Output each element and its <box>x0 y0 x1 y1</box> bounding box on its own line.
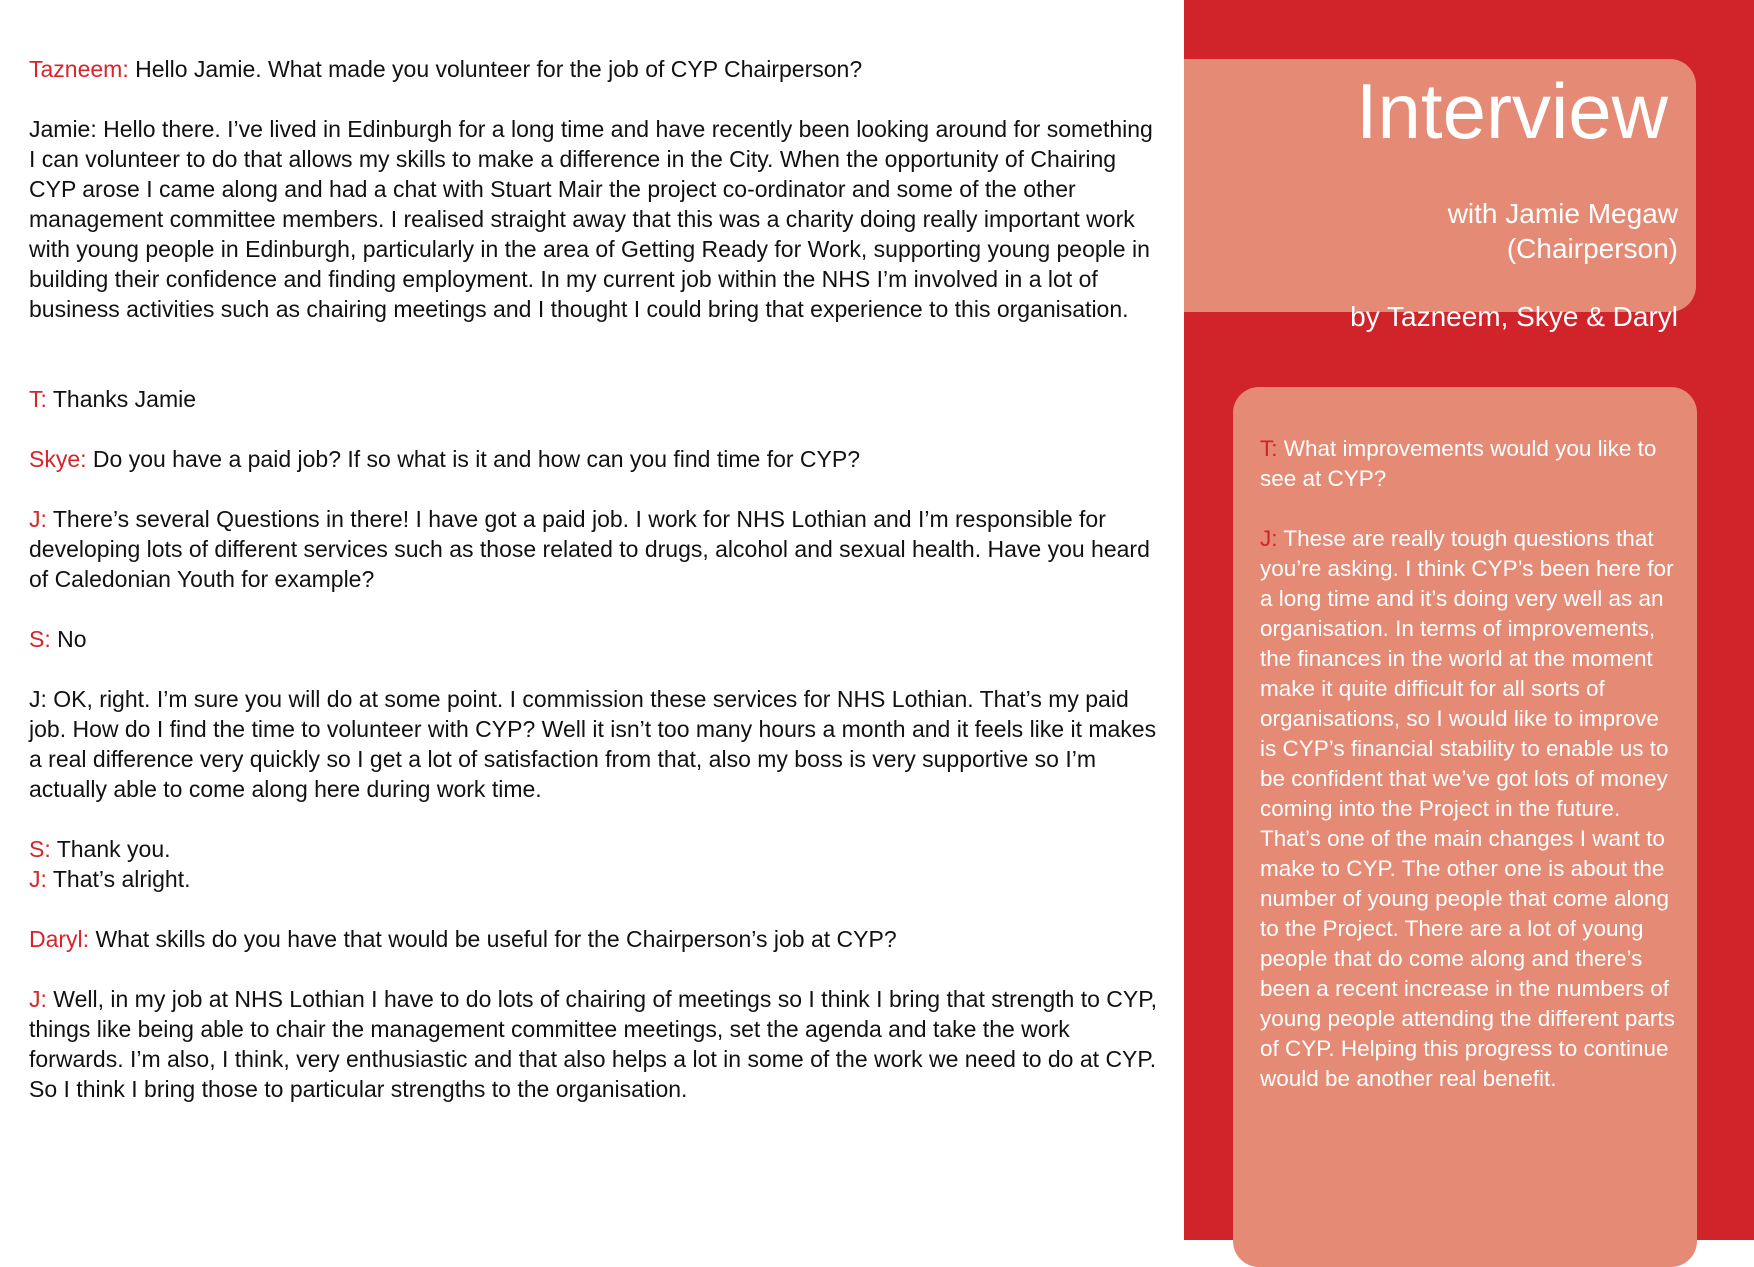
interview-paragraph <box>29 924 1164 954</box>
paragraph-text: There’s several Questions in there! I have got a paid job. I work for NHS Lothian and I’m responsible for developing lots of different services such as those related to drugs, alcohol and sexual health. Have you heard of Caledonian Youth for example? <box>29 506 1150 592</box>
interview-paragraph <box>29 114 1164 324</box>
sidebar-panel <box>1184 0 1754 1240</box>
paragraph-text: What skills do you have that would be useful for the Chairperson’s job at CYP? <box>89 926 897 952</box>
interview-paragraph <box>29 864 1164 894</box>
interview-paragraph <box>29 54 1164 84</box>
paragraph-text: What improvements would you like to see at CYP? <box>1260 436 1657 491</box>
speaker-label: S: <box>29 836 51 862</box>
interview-paragraph <box>29 444 1164 474</box>
interview-paragraph <box>29 624 1164 654</box>
byline: by Tazneem, Skye & Daryl <box>1350 301 1678 332</box>
paragraph-text: No <box>50 626 87 652</box>
speaker-label: Skye: <box>29 446 87 472</box>
interview-paragraph <box>29 984 1164 1104</box>
speaker-label: T: <box>29 386 47 412</box>
speaker-label: Tazneem: <box>29 56 129 82</box>
paragraph-text: Jamie: Hello there. I’ve lived in Edinburgh for a long time and have recently been looking around for something I can volunteer to do that allows my skills to make a difference in the City. When the opportunity of Chairing CYP arose I came along and had a chat with Stuart Mair the project co-ordinator and some of the other management committee members. I realised straight away that this was a charity doing really important work with young people in Edinburgh, particularly in the area of Getting Ready for Work, supporting young people in building their confidence and finding employment. In my current job within the NHS I’m involved in a lot of business activities such as chairing meetings and I thought I could bring that experience to this organisation. <box>29 116 1153 322</box>
sidebar-answer <box>1260 524 1680 1094</box>
interview-paragraph <box>29 684 1164 804</box>
paragraph-text: J: OK, right. I’m sure you will do at some point. I commission these services for NHS Lothian. That’s my paid job. How do I find the time to volunteer with CYP? Well it isn’t too many hours a month and it feels like it makes a real difference very quickly so I get a lot of satisfaction from that, also my boss is very supportive so I’m actually able to come along here during work time. <box>29 686 1157 802</box>
paragraph-text: These are really tough questions that you’re asking. I think CYP’s been here for a long time and it’s doing very well as an organisation. In terms of improvements, the finances in the world at the moment make it quite difficult for all sorts of organisations, so I would like to improve is CYP’s financial stability to enable us to be confident that we’ve got lots of money coming into the Project in the future. That’s one of the main changes I want to make to CYP. The other one is about the number of young people that come along to the Project. There are a lot of young people that do come along and there’s been a recent increase in the numbers of young people attending the different parts of CYP. Helping this progress to continue would be another real benefit. <box>1260 526 1675 1091</box>
sidebar-box <box>1233 387 1697 1267</box>
sidebar-question <box>1260 434 1680 494</box>
paragraph-text: Hello Jamie. What made you volunteer for the job of CYP Chairperson? <box>128 56 863 82</box>
title-box <box>1184 59 1696 332</box>
paragraph-text: Thank you. <box>50 836 171 862</box>
interview-paragraph <box>29 504 1164 594</box>
interview-paragraph <box>29 384 1164 414</box>
paragraph-text: That’s alright. <box>46 866 191 892</box>
paragraph-text: Thanks Jamie <box>46 386 197 412</box>
interviewee-name: with Jamie Megaw <box>1447 198 1678 229</box>
interviewee-role: (Chairperson) <box>1506 233 1678 264</box>
speaker-label: J: <box>29 866 47 892</box>
speaker-label: J: <box>1260 526 1278 551</box>
speaker-label: J: <box>29 506 47 532</box>
speaker-label: T: <box>1260 436 1278 461</box>
interview-paragraph <box>29 834 1164 864</box>
paragraph-text: Do you have a paid job? If so what is it and how can you find time for CYP? <box>86 446 861 472</box>
paragraph-text: Well, in my job at NHS Lothian I have to do lots of chairing of meetings so I think I bring that strength to CYP, things like being able to chair the management committee meetings, set the agenda and take the work forwards. I’m also, I think, very enthusiastic and that also helps a lot in some of the work we need to do at CYP. So I think I bring those to particular strengths to the organisation. <box>29 986 1158 1102</box>
speaker-label: J: <box>29 986 47 1012</box>
page-title: Interview <box>1355 67 1668 155</box>
speaker-label: Daryl: <box>29 926 90 952</box>
speaker-label: S: <box>29 626 51 652</box>
